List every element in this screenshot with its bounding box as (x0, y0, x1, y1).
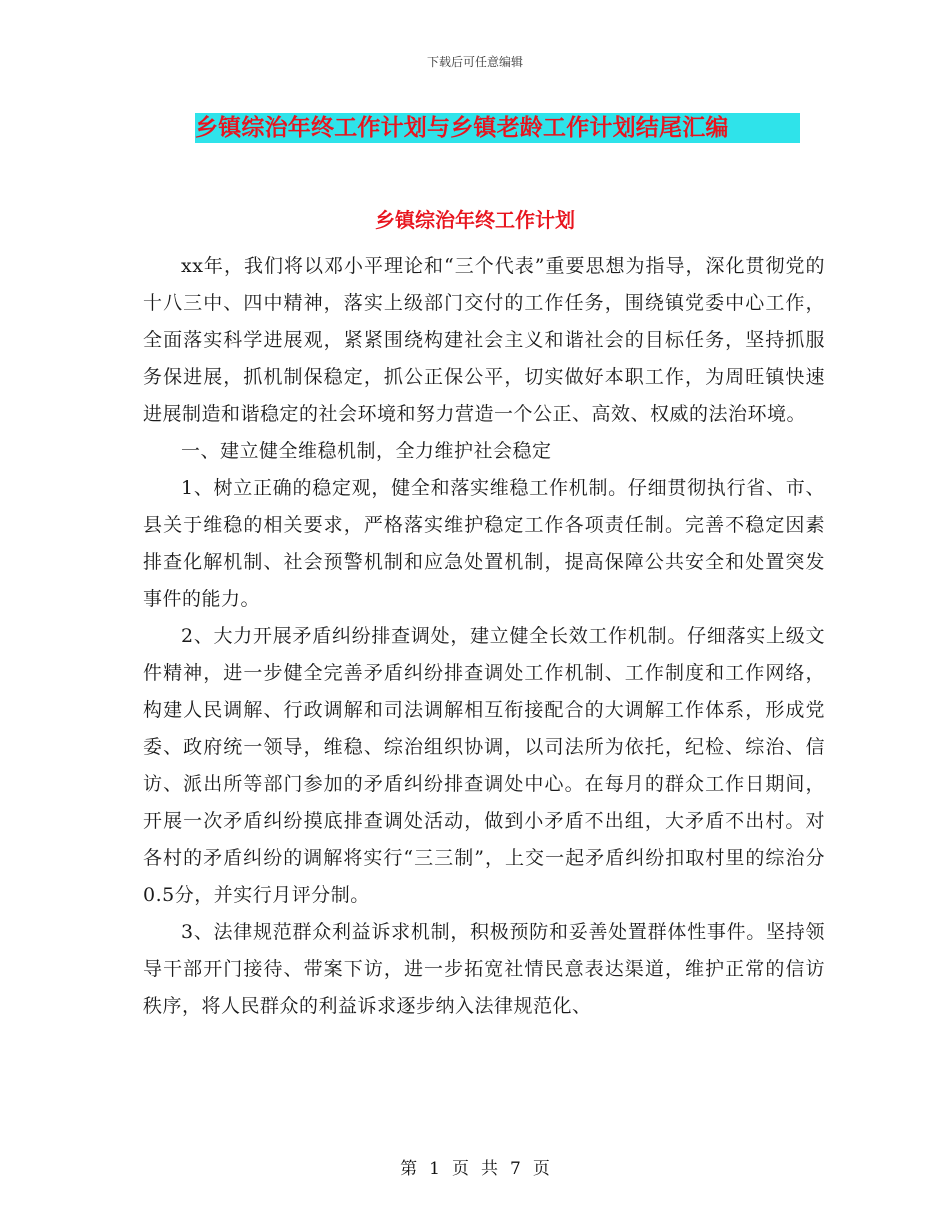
paragraph-item-3: 3、法律规范群众利益诉求机制，积极预防和妥善处置群体性事件。坚持领导干部开门接待、带案下访，进一步拓宽社情民意表达渠道，维护正常的信访秩序，将人民群众的利益诉求逐步纳入法律规范化、 (143, 921, 825, 1017)
footer-page-number: 1 (429, 1159, 440, 1179)
section-title: 乡镇综治年终工作计划 (375, 208, 575, 232)
body-text (143, 248, 825, 1025)
footer-prefix: 第 (400, 1159, 418, 1179)
page-footer (0, 1154, 950, 1179)
footer-total-unit: 页 (532, 1159, 550, 1179)
paragraph-item-2: 2、大力开展矛盾纠纷排查调处，建立健全长效工作机制。仔细落实上级文件精神，进一步健全完善矛盾纠纷排查调处工作机制、工作制度和工作网络，构建人民调解、行政调解和司法调解相互衔接配合的大调解工作体系，形成党委、政府统一领导，维稳、综治组织协调，以司法所为依托，纪检、综治、信访、派出所等部门参加的矛盾纠纷排查调处中心。在每月的群众工作日期间，开展一次矛盾纠纷摸底排查调处活动，做到小矛盾不出组，大矛盾不出村。对各村的矛盾纠纷的调解将实行“三三制”，上交一起矛盾纠纷扣取村里的综治分0.5分，并实行月评分制。 (143, 625, 825, 906)
paragraph-intro: xx年，我们将以邓小平理论和“三个代表”重要思想为指导，深化贯彻党的十八三中、四中精神，落实上级部门交付的工作任务，围绕镇党委中心工作，全面落实科学进展观，紧紧围绕构建社会主义和谐社会的目标任务，坚持抓服务保进展，抓机制保稳定，抓公正保公平，切实做好本职工作，为周旺镇快速进展制造和谐稳定的社会环境和努力营造一个公正、高效、权威的法治环境。 (143, 255, 825, 425)
footer-page-unit: 页 (452, 1159, 469, 1179)
document-title: 乡镇综治年终工作计划与乡镇老龄工作计划结尾汇编 (195, 113, 800, 143)
footer-total-pages: 7 (510, 1159, 521, 1179)
paragraph-heading-1: 一、建立健全维稳机制，全力维护社会稳定 (181, 440, 552, 462)
paragraph-item-1: 1、树立正确的稳定观，健全和落实维稳工作机制。仔细贯彻执行省、市、县关于维稳的相关要求，严格落实维护稳定工作各项责任制。完善不稳定因素排查化解机制、社会预警机制和应急处置机制，提高保障公共安全和处置突发事件的能力。 (143, 477, 825, 610)
header-note: 下载后可任意编辑 (426, 55, 523, 69)
footer-total-prefix: 共 (481, 1159, 498, 1179)
